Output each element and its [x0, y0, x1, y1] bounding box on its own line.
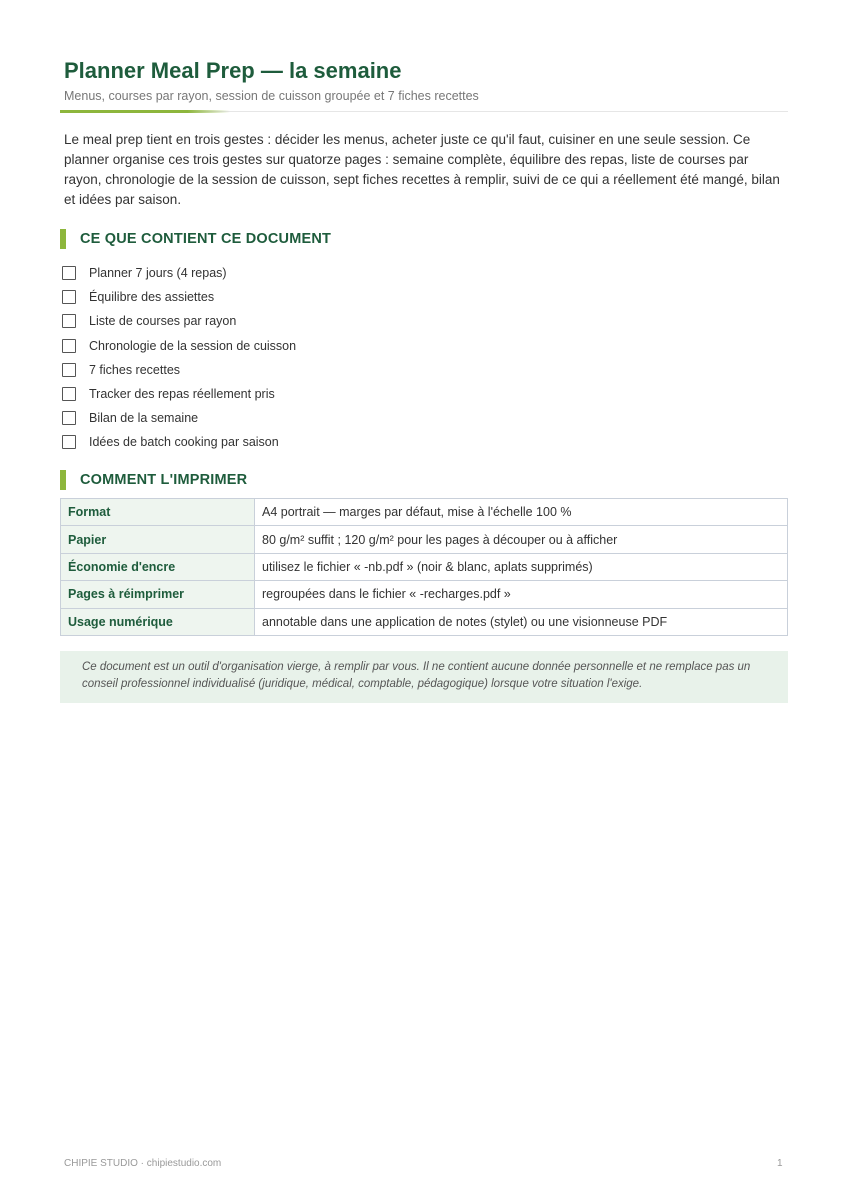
page-subtitle: Menus, courses par rayon, session de cuisson groupée et 7 fiches recettes: [64, 89, 479, 103]
contents-checklist: [62, 261, 296, 455]
checklist-item[interactable]: [62, 285, 296, 309]
table-row: [61, 608, 788, 635]
header-accent-rule: [60, 110, 230, 113]
section-title: COMMENT L'IMPRIMER: [80, 472, 248, 488]
section-title: CE QUE CONTIENT CE DOCUMENT: [80, 231, 332, 247]
table-row: [61, 526, 788, 553]
checklist-item-label: Planner 7 jours (4 repas): [89, 266, 227, 281]
printing-table: [60, 498, 788, 636]
row-value: regroupées dans le fichier « -recharges.pdf »: [255, 581, 788, 608]
row-value: annotable dans une application de notes (stylet) ou une visionneuse PDF: [255, 608, 788, 635]
section-accent-bar: [60, 470, 66, 490]
footer-brand: CHIPIE STUDIO · chipiestudio.com: [64, 1158, 222, 1169]
page-number: 1: [777, 1158, 783, 1169]
checklist-item[interactable]: [62, 309, 296, 333]
checklist-item-label: 7 fiches recettes: [89, 362, 181, 377]
checklist-item[interactable]: [62, 334, 296, 358]
row-label: Économie d'encre: [61, 553, 255, 580]
section-accent-bar: [60, 229, 66, 249]
table-row: [61, 499, 788, 526]
table-row: [61, 553, 788, 580]
checklist-item-label: Bilan de la semaine: [89, 411, 199, 426]
checklist-item[interactable]: [62, 430, 296, 454]
checklist-item-label: Idées de batch cooking par saison: [89, 435, 279, 450]
checkbox[interactable]: [62, 363, 76, 377]
checklist-item-label: Tracker des repas réellement pris: [89, 387, 275, 402]
checklist-item[interactable]: [62, 358, 296, 382]
checkbox[interactable]: [62, 339, 76, 353]
checkbox[interactable]: [62, 411, 76, 425]
checklist-item[interactable]: [62, 406, 296, 430]
section-contents-heading: [60, 229, 331, 249]
checklist-item[interactable]: [62, 261, 296, 285]
checkbox[interactable]: [62, 266, 76, 280]
checkbox[interactable]: [62, 314, 76, 328]
checkbox[interactable]: [62, 290, 76, 304]
row-value: 80 g/m² suffit ; 120 g/m² pour les pages à découper ou à afficher: [255, 526, 788, 553]
row-label: Papier: [61, 526, 255, 553]
checkbox[interactable]: [62, 435, 76, 449]
disclaimer-note: Ce document est un outil d'organisation vierge, à remplir par vous. Il ne contient aucune donnée personnelle et ne remplace pas un conseil professionnel individualisé (juridique, médical, comptable, pédagogique) lorsque votre situation l'exige.: [60, 651, 788, 703]
row-label: Format: [61, 499, 255, 526]
table-row: [61, 581, 788, 608]
row-value: A4 portrait — marges par défaut, mise à l'échelle 100 %: [255, 499, 788, 526]
checklist-item-label: Chronologie de la session de cuisson: [89, 338, 297, 353]
row-value: utilisez le fichier « -nb.pdf » (noir & blanc, aplats supprimés): [255, 553, 788, 580]
intro-paragraph: Le meal prep tient en trois gestes : décider les menus, acheter juste ce qu'il faut, cuisiner en une seule session. Ce planner organise ces trois gestes sur quatorze pages : semaine complète, équilibre des repas, liste de courses par rayon, chronologie de la session de cuisson, sept fiches recettes à remplir, suivi de ce qui a réellement été mangé, bilan et idées par saison.: [64, 132, 780, 207]
checklist-item-label: Liste de courses par rayon: [89, 314, 237, 329]
section-printing-heading: [60, 470, 247, 490]
checklist-item[interactable]: [62, 382, 296, 406]
checklist-item-label: Équilibre des assiettes: [89, 290, 215, 305]
page-title: Planner Meal Prep — la semaine: [64, 58, 402, 83]
row-label: Pages à réimprimer: [61, 581, 255, 608]
row-label: Usage numérique: [61, 608, 255, 635]
checkbox[interactable]: [62, 387, 76, 401]
